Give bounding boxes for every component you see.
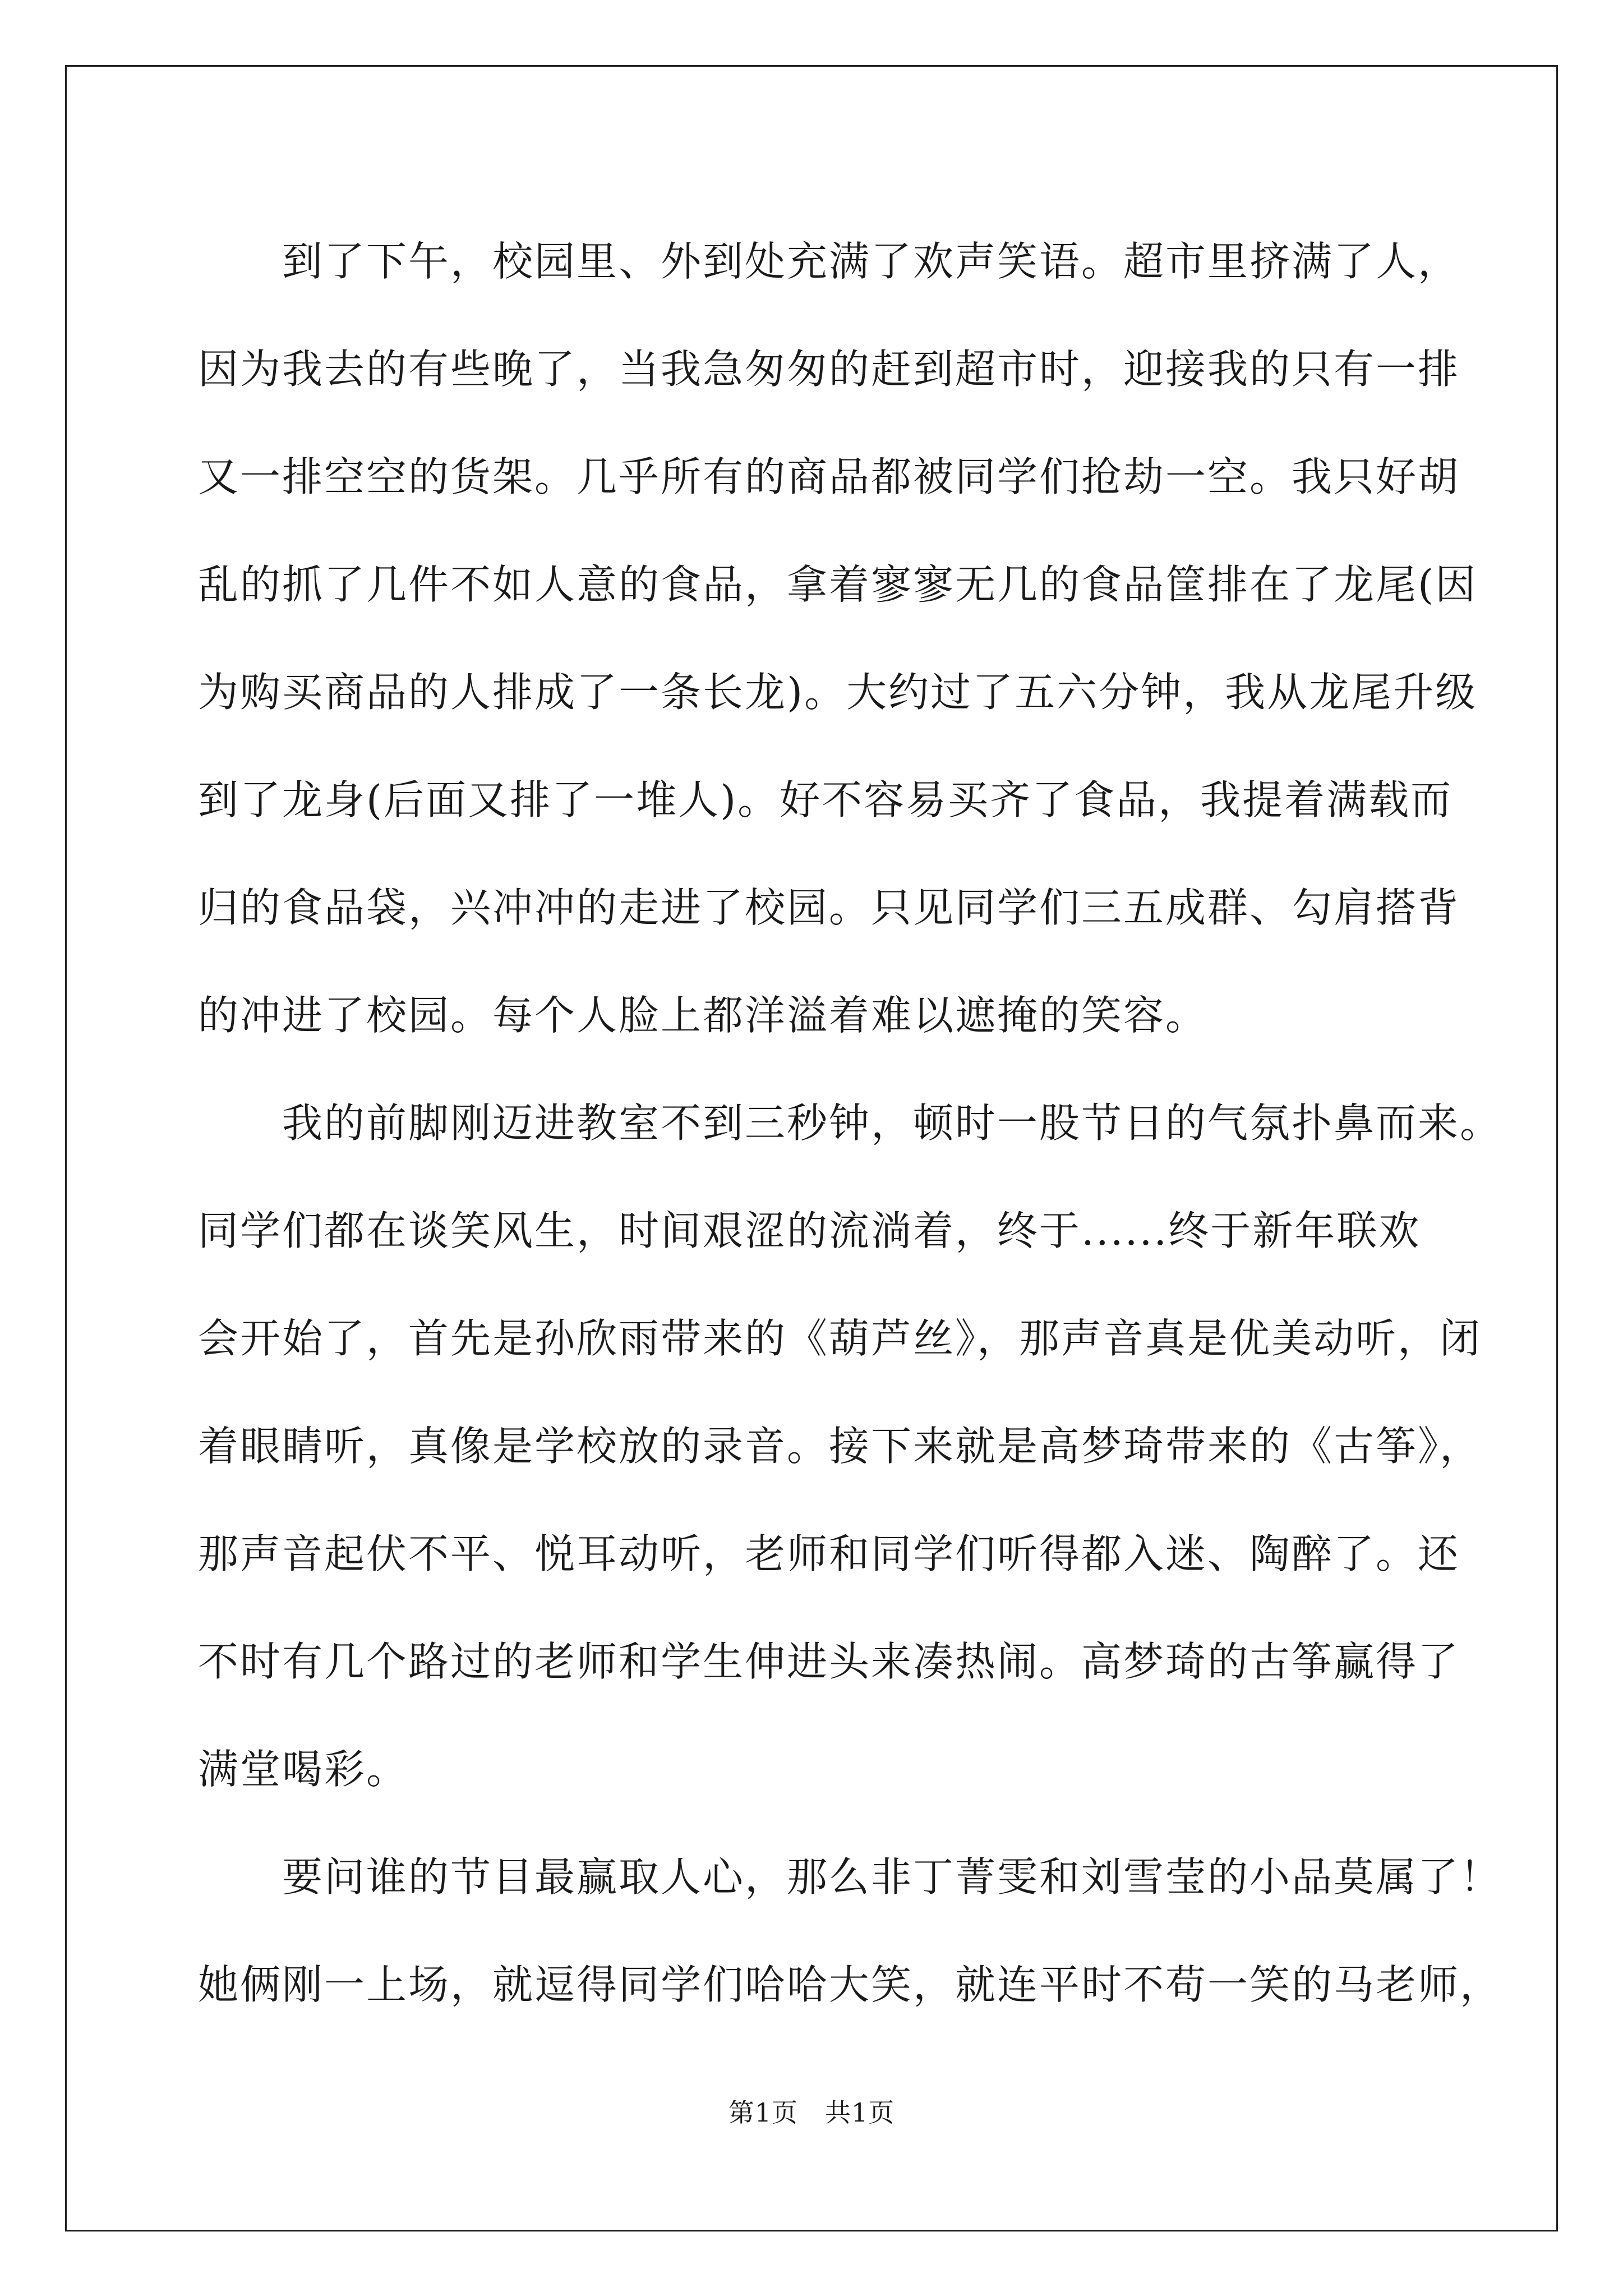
paragraph-2-line-2: 同学们都在谈笑风生，时间艰涩的流淌着，终于......终于新年联欢	[198, 1207, 1421, 1254]
page-total: 共1页	[825, 2097, 895, 2128]
paragraph-1-line-2: 因为我去的有些晚了，当我急匆匆的赶到超市时，迎接我的只有一排	[198, 346, 1460, 393]
paragraph-1-line-1: 到了下午，校园里、外到处充满了欢声笑语。超市里挤满了人，	[282, 238, 1460, 285]
page-number: 第1页	[728, 2097, 798, 2128]
document-body	[198, 208, 1502, 2039]
paragraph-2-line-1: 我的前脚刚迈进教室不到三秒钟，顿时一股节日的气氛扑鼻而来。	[282, 1099, 1502, 1147]
paragraph-1-line-8: 的冲进了校园。每个人脸上都洋溢着难以遮掩的笑容。	[198, 992, 1208, 1039]
paragraph-1-line-4: 乱的抓了几件不如人意的食品，拿着寥寥无几的食品筐排在了龙尾(因	[198, 561, 1478, 608]
paragraph-2-line-3: 会开始了，首先是孙欣雨带来的《葫芦丝》，那声音真是优美动听，闭	[198, 1315, 1482, 1362]
paragraph-2-line-6: 不时有几个路过的老师和学生伸进头来凑热闹。高梦琦的古筝赢得了	[198, 1638, 1460, 1685]
paragraph-2-line-4: 着眼睛听，真像是学校放的录音。接下来就是高梦琦带来的《古筝》，	[198, 1423, 1482, 1470]
paragraph-1-line-6: 到了龙身(后面又排了一堆人)。好不容易买齐了食品，我提着满载而	[198, 776, 1453, 823]
paragraph-2-line-5: 那声音起伏不平、悦耳动听，老师和同学们听得都入迷、陶醉了。还	[198, 1530, 1460, 1577]
paragraph-1-line-5: 为购买商品的人排成了一条长龙)。大约过了五六分钟，我从龙尾升级	[198, 669, 1478, 716]
page-footer	[0, 2092, 1623, 2129]
paragraph-1-line-7: 归的食品袋，兴冲冲的走进了校园。只见同学们三五成群、勾肩搭背	[198, 884, 1460, 931]
paragraph-3-line-1: 要问谁的节目最赢取人心，那么非丁菁雯和刘雪莹的小品莫属了！	[282, 1853, 1502, 1901]
paragraph-1-line-3: 又一排空空的货架。几乎所有的商品都被同学们抢劫一空。我只好胡	[198, 453, 1460, 500]
paragraph-2-line-7: 满堂喝彩。	[198, 1746, 409, 1793]
paragraph-3-line-2: 她俩刚一上场，就逗得同学们哈哈大笑，就连平时不苟一笑的马老师，	[198, 1961, 1502, 2008]
